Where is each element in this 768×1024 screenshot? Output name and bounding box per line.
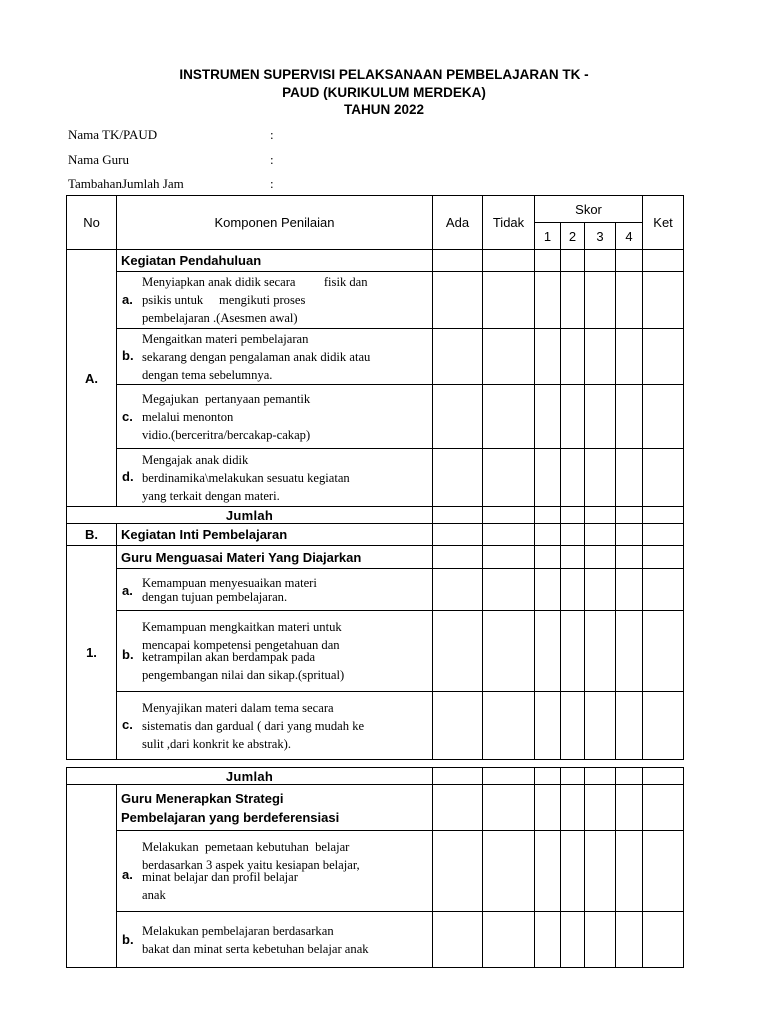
item-a-b: [117, 329, 433, 385]
item-line: minat belajar dan profil belajar: [142, 870, 298, 884]
item-label: d.: [122, 469, 134, 484]
header-komponen: Komponen Penilaian: [117, 196, 433, 250]
table-row: [67, 692, 684, 760]
item-label: c.: [122, 717, 133, 732]
table-row: [67, 329, 684, 385]
section-b-title: Kegiatan Inti Pembelajaran: [117, 524, 433, 546]
item-line: pembelajaran .(Asesmen awal): [142, 311, 298, 325]
table-row: [67, 449, 684, 507]
info-label: Nama TK/PAUD: [68, 127, 158, 142]
item-line: vidio.(berceritra/bercakap-cakap): [142, 427, 311, 442]
item-line: bakat dan minat serta kebetuhan belajar anak: [142, 941, 369, 956]
title-line-1: INSTRUMEN SUPERVISI PELAKSANAAN PEMBELAJARAN TK -: [179, 67, 589, 82]
item-line: dengan tujuan pembelajaran.: [142, 589, 288, 604]
section-b-no: B.: [67, 524, 117, 546]
table-row: [67, 912, 684, 968]
item-label: a.: [122, 583, 133, 598]
item-line: berdasarkan 3 aspek yaitu kesiapan belajar,: [142, 858, 360, 872]
info-colon: :: [270, 127, 274, 142]
item-1-b: [117, 611, 433, 692]
header-score-4: 4: [616, 223, 643, 250]
info-colon: :: [270, 152, 274, 167]
item-line: Mengaitkan materi pembelajaran: [142, 331, 309, 346]
info-label: TambahanJumlah Jam: [68, 176, 184, 191]
item-a-d: [117, 449, 433, 507]
table-row: [67, 524, 684, 546]
item-line: Melakukan pembelajaran berdasarkan: [142, 923, 334, 938]
section-1-no: 1.: [67, 546, 117, 760]
section-a-no: A.: [67, 250, 117, 507]
assessment-table-1: [66, 195, 684, 760]
assessment-table-2: [66, 767, 684, 968]
header-score-1: 1: [535, 223, 561, 250]
item-label: a.: [122, 867, 133, 882]
info-label: Nama Guru: [68, 152, 130, 167]
item-line: pengembangan nilai dan sikap.(spritual): [142, 668, 345, 682]
table-row: [67, 611, 684, 692]
item-line: Menyajikan materi dalam tema secara: [142, 700, 334, 715]
header-tidak: Tidak: [483, 196, 535, 250]
item-a-c: [117, 385, 433, 449]
item-line: melalui menonton: [142, 409, 234, 424]
header-no: No: [67, 196, 117, 250]
section-2-title: [117, 785, 433, 831]
item-2-a: [117, 831, 433, 912]
table-row: [67, 546, 684, 569]
item-label: b.: [122, 647, 134, 662]
item-line: berdinamika\melakukan sesuatu kegiatan: [142, 470, 350, 485]
item-line: sistematis dan gardual ( dari yang mudah ke: [142, 718, 365, 733]
header-skor: Skor: [535, 196, 643, 223]
section-a-jumlah: Jumlah: [67, 507, 433, 524]
header-score-3: 3: [585, 223, 616, 250]
item-line: sulit ,dari konkrit ke abstrak).: [142, 736, 291, 751]
info-nama-tk: [68, 127, 274, 143]
header-ada: Ada: [433, 196, 483, 250]
section-2-title-line-2: Pembelajaran yang berdeferensiasi: [121, 809, 340, 825]
item-1-a: [117, 569, 433, 611]
item-line: ketrampilan akan berdampak pada: [142, 650, 316, 664]
info-jumlah-jam: [68, 176, 274, 192]
section-1-title: Guru Menguasai Materi Yang Diajarkan: [117, 546, 433, 569]
item-line: Menyiapkan anak didik secara fisik dan: [142, 275, 368, 289]
item-line: anak: [142, 888, 166, 902]
item-label: b.: [122, 932, 134, 947]
item-line: Kemampuan mengkaitkan materi untuk: [142, 620, 342, 634]
item-1-c: [117, 692, 433, 760]
item-a-a: [117, 272, 433, 329]
item-line: Megajukan pertanyaan pemantik: [142, 391, 311, 406]
item-line: Mengajak anak didik: [142, 452, 249, 467]
item-line: psikis untuk mengikuti proses: [142, 293, 306, 307]
item-label: a.: [122, 292, 133, 307]
info-nama-guru: [68, 152, 274, 168]
item-line: Melakukan pemetaan kebutuhan belajar: [142, 840, 350, 854]
title-line-2: PAUD (KURIKULUM MERDEKA): [282, 84, 486, 100]
header-score-2: 2: [561, 223, 585, 250]
section-a-title: Kegiatan Pendahuluan: [117, 250, 433, 272]
table-row: [67, 785, 684, 831]
item-line: yang terkait dengan materi.: [142, 488, 280, 503]
section-2-title-line-1: Guru Menerapkan Strategi: [121, 790, 284, 806]
header-ket: Ket: [643, 196, 684, 250]
item-line: Kemampuan menyesuaikan materi: [142, 575, 317, 590]
table-row: [67, 831, 684, 912]
info-colon: :: [270, 176, 274, 191]
table-row: [67, 385, 684, 449]
item-label: c.: [122, 409, 133, 424]
table-row: [67, 569, 684, 611]
document-title: [0, 66, 768, 119]
item-line: sekarang dengan pengalaman anak didik atau: [142, 349, 371, 364]
item-label: b.: [122, 348, 134, 363]
table-row: [67, 768, 684, 785]
table-row: [67, 272, 684, 329]
section-1-jumlah: Jumlah: [67, 768, 433, 785]
item-2-b: [117, 912, 433, 968]
item-line: dengan tema sebelumnya.: [142, 367, 273, 382]
title-line-3: TAHUN 2022: [343, 102, 425, 117]
item-line: mencapai kompetensi pengetahuan dan: [142, 638, 340, 652]
table-row: [67, 507, 684, 524]
